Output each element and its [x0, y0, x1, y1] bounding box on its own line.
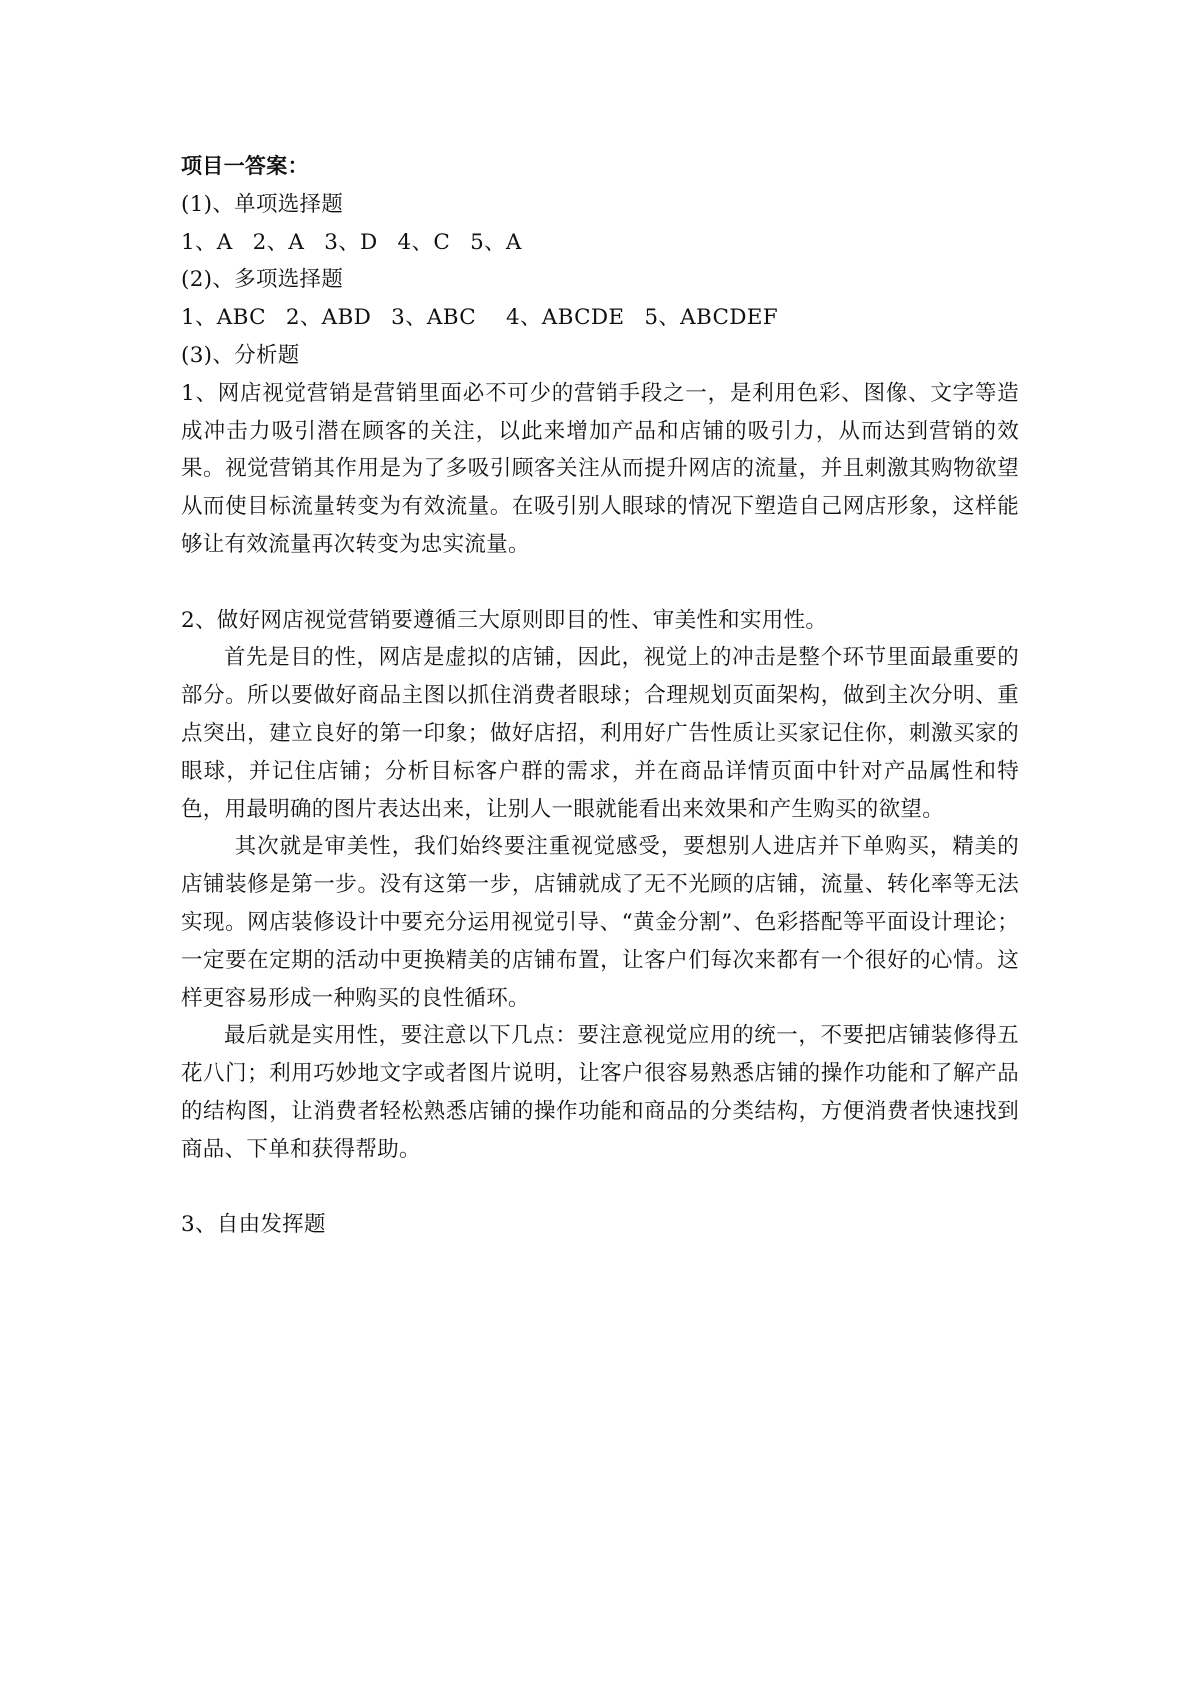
blank-line [181, 564, 1019, 602]
analysis-answer-2-paragraph-2: 其次就是审美性，我们始终要注重视觉感受，要想别人进店并下单购买，精美的店铺装修是第一步。没有这第一步，店铺就成了无不光顾的店铺，流量、转化率等无法实现。网店装修设计中要充分运用视觉引导、“黄金分割”、色彩搭配等平面设计理论；一定要在定期的活动中更换精美的店铺布置，让客户们每次来都有一个很好的心情。这样更容易形成一种购买的良性循环。 [181, 834, 1019, 1011]
answer-item: 1、A [181, 229, 233, 255]
document-title: 项目一答案： [181, 154, 309, 178]
analysis-answer-1: 1、网店视觉营销是营销里面必不可少的营销手段之一，是利用色彩、图像、文字等造成冲击力吸引潜在顾客的关注，以此来增加产品和店铺的吸引力，从而达到营销的效果。视觉营销其作用是为了多吸引顾客关注从而提升网店的流量，并且刺激其购物欲望从而使目标流量转变为有效流量。在吸引别人眼球的情况下塑造自己网店形象，这样能够让有效流量再次转变为忠实流量。 [181, 380, 1019, 557]
answer-item: 3、D [324, 229, 378, 255]
answer-item: 1、ABC [181, 305, 266, 331]
analysis-answer-2-paragraph-1: 首先是目的性，网店是虚拟的店铺，因此，视觉上的冲击是整个环节里面最重要的部分。所以要做好商品主图以抓住消费者眼球；合理规划页面架构，做到主次分明、重点突出，建立良好的第一印象；做好店招，利用好广告性质让买家记住你，刺激买家的眼球，并记住店铺；分析目标客户群的需求，并在商品详情页面中针对产品属性和特色，用最明确的图片表达出来，让别人一眼就能看出来效果和产生购买的欲望。 [181, 645, 1019, 822]
analysis-answer-2-intro: 2、做好网店视觉营销要遵循三大原则即目的性、审美性和实用性。 [181, 607, 828, 633]
answer-item: 2、A [252, 229, 305, 255]
multiple-choice-heading: (2)、多项选择题 [181, 267, 344, 293]
single-choice-heading: (1)、单项选择题 [181, 191, 344, 217]
answer-item: 4、C [397, 229, 451, 255]
blank-line [181, 1169, 1019, 1207]
answer-item: 4、ABCDE [505, 305, 625, 331]
answer-item: 3、ABC [391, 305, 476, 331]
answer-item: 5、A [470, 229, 522, 255]
document-body [181, 148, 1019, 1244]
analysis-heading: (3)、分析题 [181, 342, 300, 368]
analysis-answer-2-paragraph-3: 最后就是实用性，要注意以下几点：要注意视觉应用的统一，不要把店铺装修得五花八门；利用巧妙地文字或者图片说明，让客户很容易熟悉店铺的操作功能和了解产品的结构图，让消费者轻松熟悉店铺的操作功能和商品的分类结构，方便消费者快速找到商品、下单和获得帮助。 [181, 1023, 1019, 1162]
single-choice-answers [181, 224, 1019, 262]
multiple-choice-answers [181, 299, 1019, 337]
answer-item: 2、ABD [285, 305, 372, 331]
answer-item: 5、ABCDEF [644, 305, 778, 331]
analysis-answer-3: 3、自由发挥题 [181, 1212, 326, 1238]
